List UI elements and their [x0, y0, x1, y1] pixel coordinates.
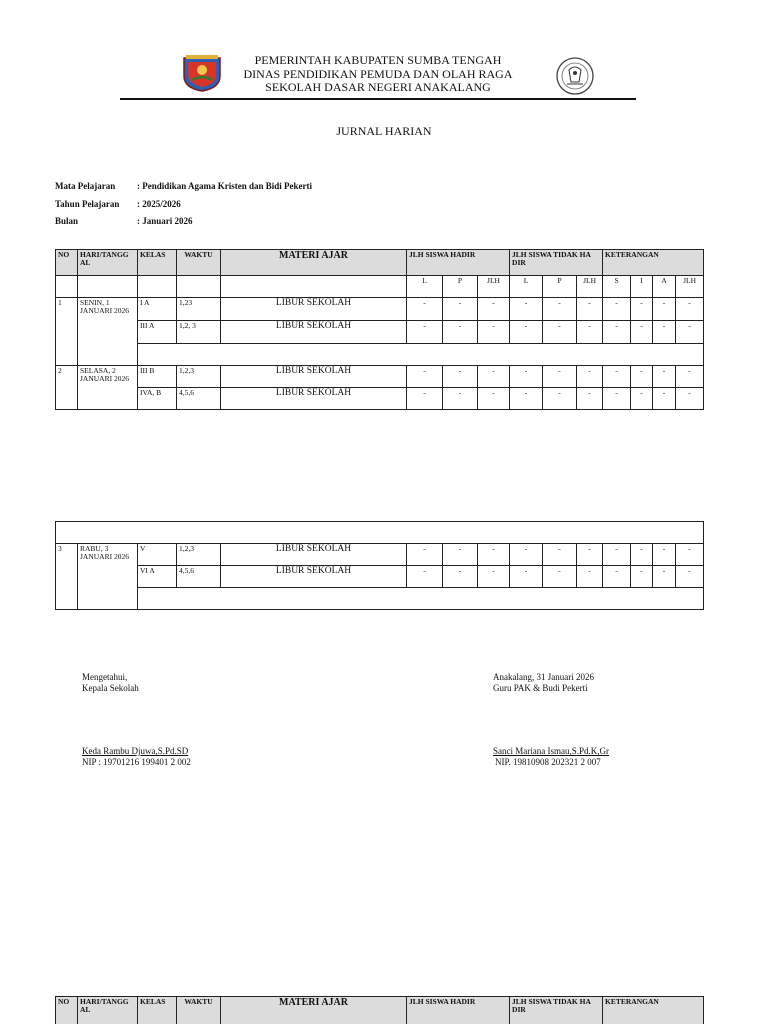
letterhead-rule [120, 98, 636, 100]
count-cell: - [603, 366, 631, 388]
count-cell: - [653, 366, 676, 388]
waktu-cell: 4,5,6 [177, 388, 221, 410]
table-row-blank [56, 344, 704, 366]
count-cell: - [676, 321, 704, 344]
count-cell: - [543, 366, 577, 388]
col-header-hari: HARI/TANGG AL [78, 250, 138, 276]
day-number: 1 [56, 298, 78, 366]
table-row-blank [56, 588, 704, 610]
count-cell: - [603, 566, 631, 588]
count-cell: - [631, 366, 653, 388]
count-cell: - [443, 321, 478, 344]
col-header-no: NO [56, 997, 78, 1024]
signature-left-name [82, 746, 191, 767]
kelas-cell: VI A [138, 566, 177, 588]
table-row [56, 298, 704, 321]
count-cell: - [443, 388, 478, 410]
count-cell: - [407, 321, 443, 344]
table-row [56, 321, 704, 344]
count-cell: - [603, 321, 631, 344]
document-title: JURNAL HARIAN [336, 124, 432, 138]
journal-table-3 [55, 996, 704, 1024]
count-cell: - [478, 388, 510, 410]
col-header-materi: MATERI AJAR [221, 997, 407, 1024]
education-emblem-icon [554, 56, 596, 96]
count-cell: - [478, 544, 510, 566]
kelas-cell: V [138, 544, 177, 566]
signature-right-name [493, 746, 609, 767]
count-cell: - [577, 566, 603, 588]
table-row [56, 566, 704, 588]
count-cell: - [510, 566, 543, 588]
day-date: SENIN, 1 JANUARI 2026 [78, 298, 138, 366]
sign-left-line2: Kepala Sekolah [82, 682, 139, 693]
col-header-keterangan: KETERANGAN [603, 997, 704, 1024]
count-cell: - [510, 298, 543, 321]
count-cell: - [478, 566, 510, 588]
col-header-hadir: JLH SISWA HADIR [407, 997, 510, 1024]
sign-right-line1: Anakalang, 31 Januari 2026 [493, 672, 594, 682]
count-cell: - [676, 566, 704, 588]
principal-name: Keda Rambu Djuwa,S.Pd.SD [82, 746, 189, 756]
count-cell: - [676, 544, 704, 566]
kelas-cell: III A [138, 321, 177, 344]
col-header-tidak-hadir: JLH SISWA TIDAK HA DIR [510, 997, 603, 1024]
count-cell: - [631, 388, 653, 410]
waktu-cell: 1,2,3 [177, 366, 221, 388]
col-header-kelas: KELAS [138, 997, 177, 1024]
count-cell: - [543, 388, 577, 410]
count-cell: - [543, 321, 577, 344]
meta-value: : 2025/2026 [137, 198, 181, 209]
subheader-cell: S [603, 276, 631, 298]
count-cell: - [577, 298, 603, 321]
subheader-cell: JLH [676, 276, 704, 298]
table-header-row [56, 250, 704, 276]
col-header-waktu: WAKTU [177, 250, 221, 276]
count-cell: - [676, 298, 704, 321]
table-header-row [56, 997, 704, 1024]
journal-table-2 [55, 521, 704, 610]
kelas-cell: III B [138, 366, 177, 388]
header-line-3: SEKOLAH DASAR NEGERI ANAKALANG [265, 80, 491, 94]
count-cell: - [577, 321, 603, 344]
count-cell: - [478, 321, 510, 344]
col-header-hari: HARI/TANGG AL [78, 997, 138, 1024]
principal-nip: NIP : 19701216 199401 2 002 [82, 756, 191, 767]
count-cell: - [653, 544, 676, 566]
count-cell: - [653, 321, 676, 344]
count-cell: - [577, 544, 603, 566]
materi-cell: LIBUR SEKOLAH [221, 321, 407, 344]
count-cell: - [443, 298, 478, 321]
header-line-1: PEMERINTAH KABUPATEN SUMBA TENGAH [254, 53, 502, 67]
waktu-cell: 1,2,3 [177, 544, 221, 566]
count-cell: - [631, 298, 653, 321]
sign-left-line1: Mengetahui, [82, 672, 128, 682]
subheader-cell: P [443, 276, 478, 298]
count-cell: - [478, 366, 510, 388]
waktu-cell: 4,5,6 [177, 566, 221, 588]
count-cell: - [653, 298, 676, 321]
sign-right-line2: Guru PAK & Budi Pekerti [493, 682, 588, 693]
count-cell: - [510, 321, 543, 344]
day-number: 2 [56, 366, 78, 410]
count-cell: - [407, 388, 443, 410]
day-date: RABU, 3 JANUARI 2026 [78, 544, 138, 610]
count-cell: - [603, 298, 631, 321]
count-cell: - [478, 298, 510, 321]
teacher-nip: NIP. 19810908 202321 2 007 [495, 756, 601, 767]
kelas-cell: IVA, B [138, 388, 177, 410]
col-header-tidak-hadir: JLH SISWA TIDAK HA DIR [510, 250, 603, 276]
subheader-cell: JLH [478, 276, 510, 298]
count-cell: - [510, 544, 543, 566]
letterhead [120, 52, 636, 102]
materi-cell: LIBUR SEKOLAH [221, 366, 407, 388]
count-cell: - [577, 388, 603, 410]
signature-right [493, 672, 594, 693]
col-header-hadir: JLH SISWA HADIR [407, 250, 510, 276]
journal-table-1 [55, 249, 704, 410]
subheader-cell: I [631, 276, 653, 298]
materi-cell: LIBUR SEKOLAH [221, 566, 407, 588]
table-row-blank [56, 522, 704, 544]
meta-label: Mata Pelajaran [55, 181, 116, 191]
materi-cell: LIBUR SEKOLAH [221, 544, 407, 566]
col-header-no: NO [56, 250, 78, 276]
count-cell: - [676, 388, 704, 410]
subheader-cell: P [543, 276, 577, 298]
count-cell: - [653, 388, 676, 410]
day-date: SELASA, 2 JANUARI 2026 [78, 366, 138, 410]
waktu-cell: 1,23 [177, 298, 221, 321]
header-line-2: DINAS PENDIDIKAN PEMUDA DAN OLAH RAGA [243, 66, 513, 81]
count-cell: - [510, 366, 543, 388]
count-cell: - [443, 566, 478, 588]
subheader-cell: L [510, 276, 543, 298]
count-cell: - [543, 544, 577, 566]
count-cell: - [407, 544, 443, 566]
kelas-cell: I A [138, 298, 177, 321]
count-cell: - [653, 566, 676, 588]
waktu-cell: 1,2, 3 [177, 321, 221, 344]
materi-cell: LIBUR SEKOLAH [221, 388, 407, 410]
signature-left [82, 672, 139, 693]
count-cell: - [631, 566, 653, 588]
meta-value: : Pendidikan Agama Kristen dan Bidi Pekerti [137, 181, 313, 191]
count-cell: - [543, 298, 577, 321]
table-row [56, 388, 704, 410]
table-row [56, 544, 704, 566]
count-cell: - [603, 388, 631, 410]
count-cell: - [603, 544, 631, 566]
subheader-cell: A [653, 276, 676, 298]
col-header-keterangan: KETERANGAN [603, 250, 704, 276]
count-cell: - [543, 566, 577, 588]
count-cell: - [407, 298, 443, 321]
count-cell: - [577, 366, 603, 388]
count-cell: - [407, 366, 443, 388]
col-header-waktu: WAKTU [177, 997, 221, 1024]
table-subheader-row [56, 276, 704, 298]
count-cell: - [407, 566, 443, 588]
meta-label: Bulan [55, 216, 79, 226]
col-header-materi: MATERI AJAR [221, 250, 407, 276]
count-cell: - [443, 544, 478, 566]
subheader-cell: L [407, 276, 443, 298]
materi-cell: LIBUR SEKOLAH [221, 298, 407, 321]
col-header-kelas: KELAS [138, 250, 177, 276]
teacher-name: Sanci Mariana Ismau,S.Pd.K,Gr [493, 746, 609, 756]
count-cell: - [443, 366, 478, 388]
table-row [56, 366, 704, 388]
count-cell: - [631, 321, 653, 344]
count-cell: - [631, 544, 653, 566]
day-number: 3 [56, 544, 78, 610]
count-cell: - [510, 388, 543, 410]
subheader-cell: JLH [577, 276, 603, 298]
meta-label: Tahun Pelajaran [55, 198, 120, 209]
count-cell: - [676, 366, 704, 388]
meta-value: : Januari 2026 [137, 216, 193, 226]
